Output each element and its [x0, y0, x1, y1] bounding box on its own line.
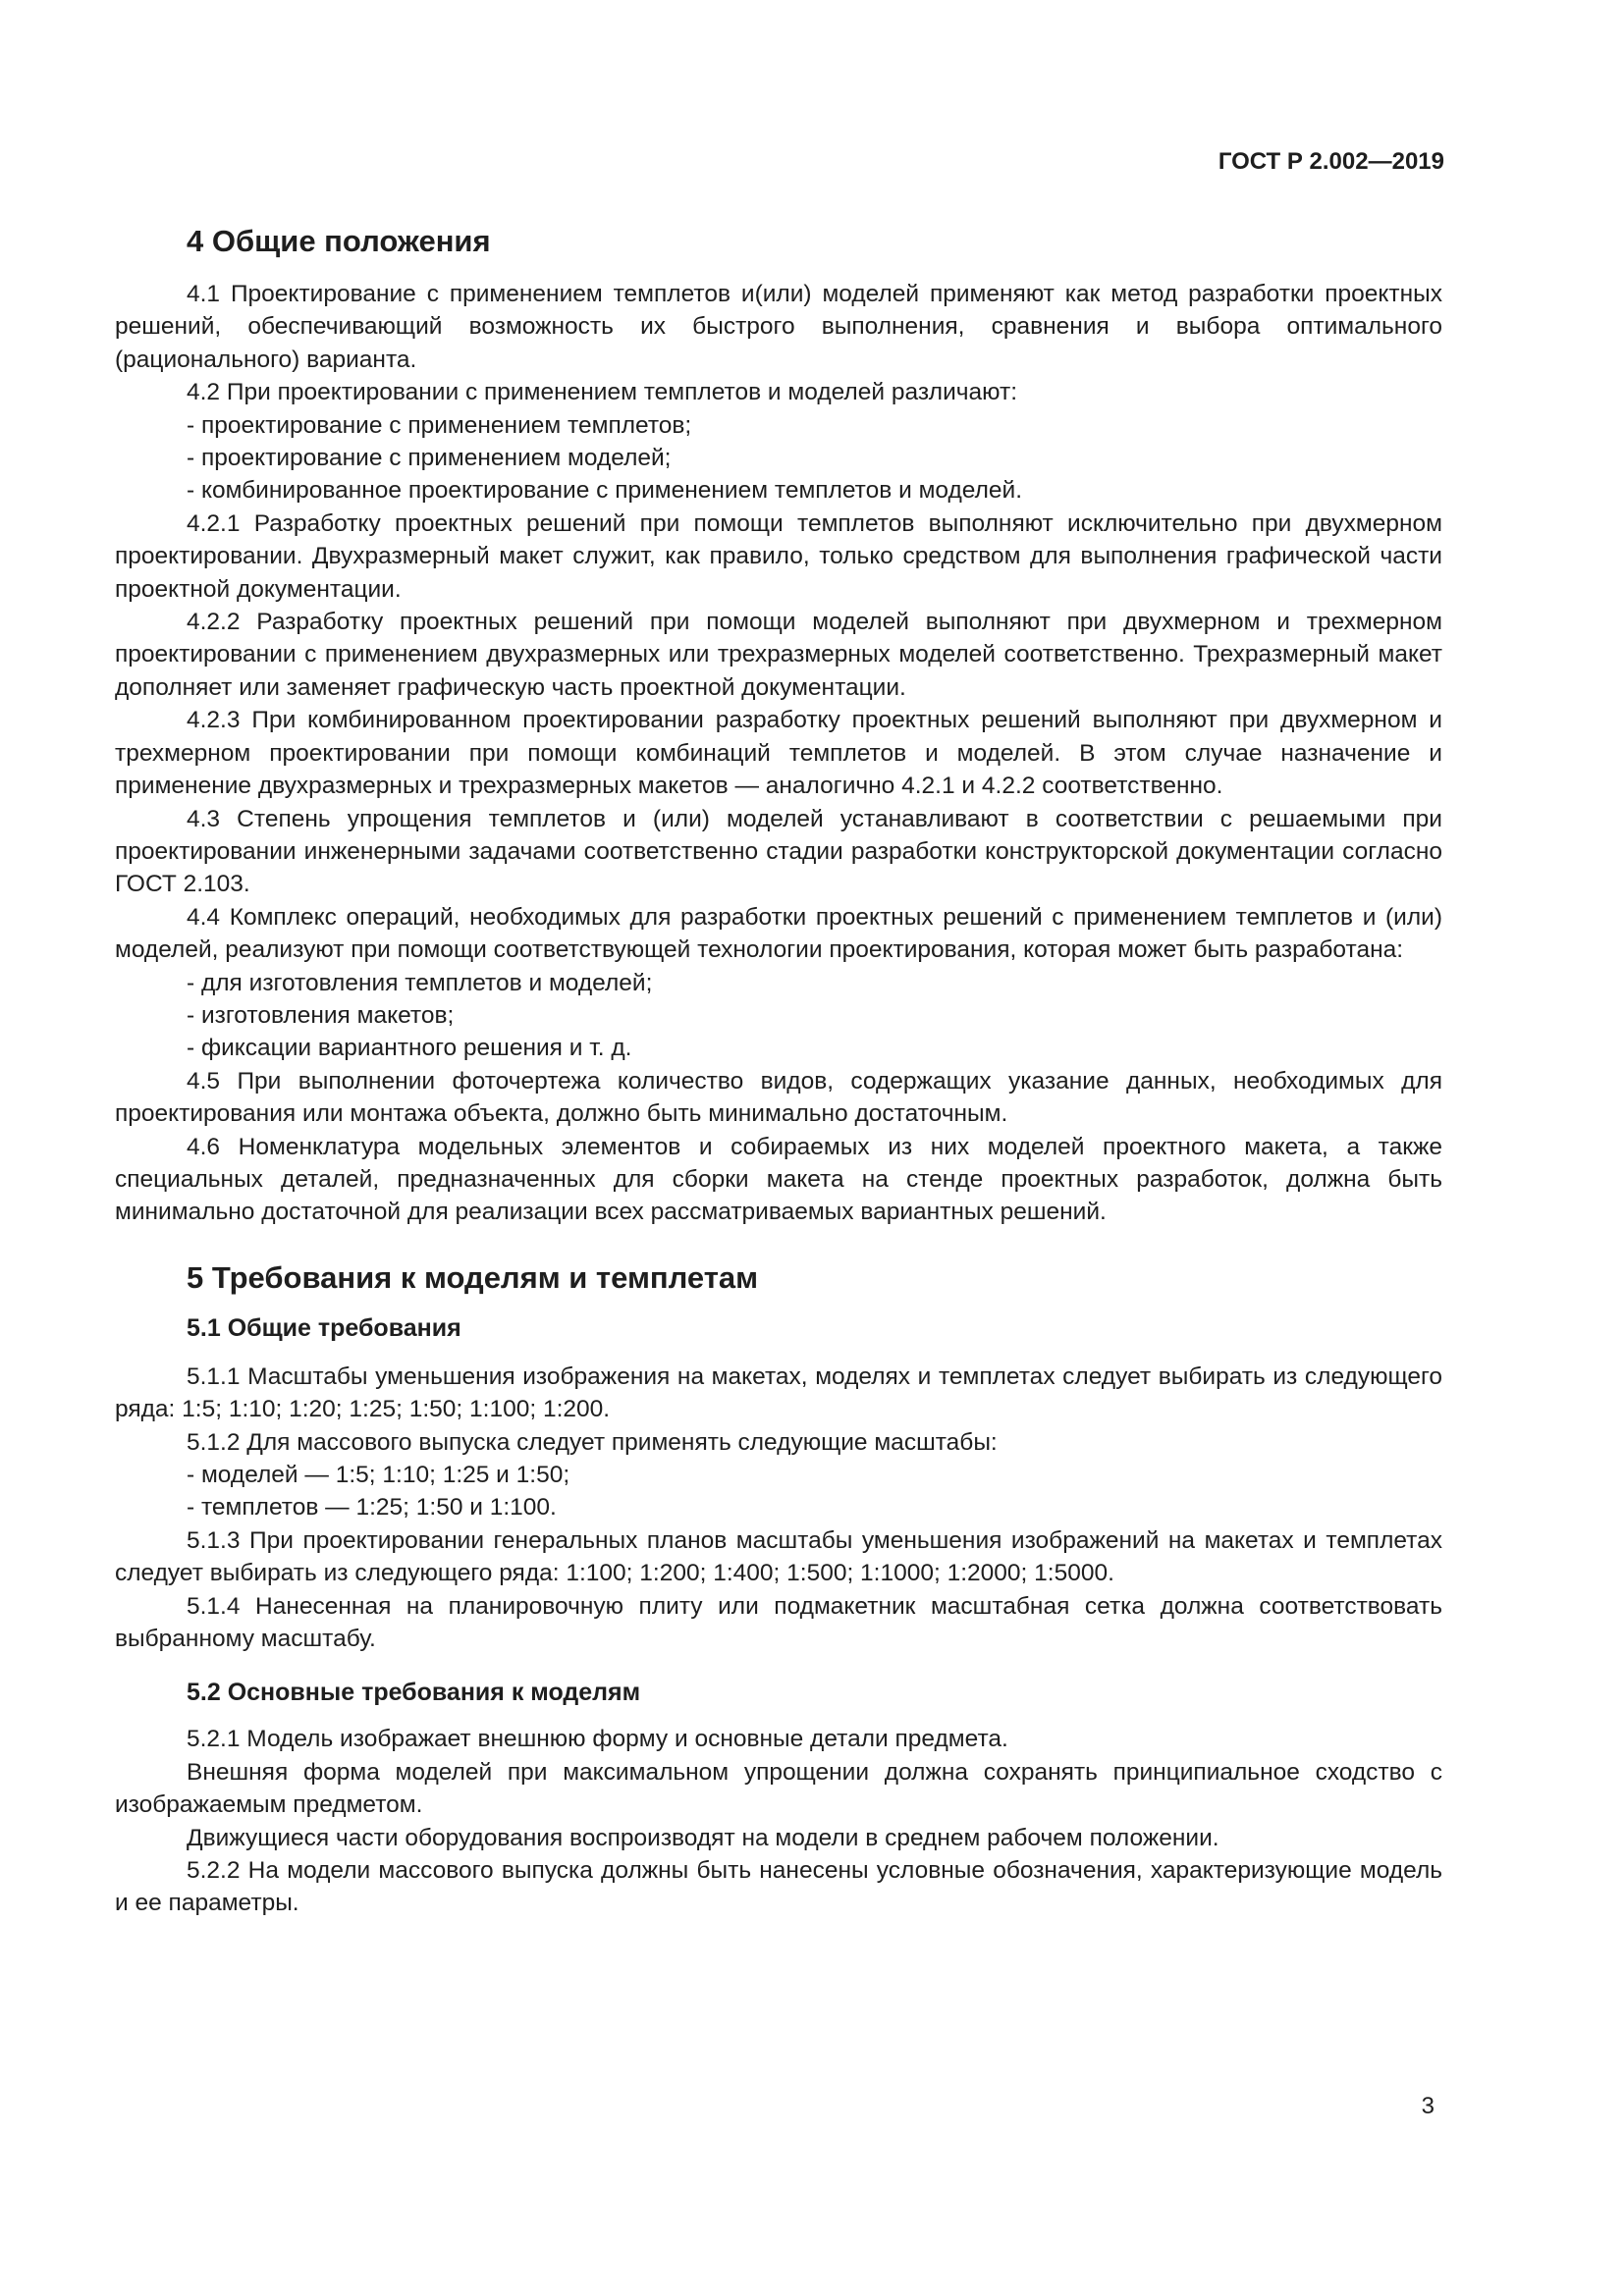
list-item: - комбинированное проектирование с применением темплетов и моделей. [187, 477, 1023, 505]
section-4-heading: 4 Общие положения [187, 224, 491, 258]
paragraph-5-2-2: 5.2.2 На модели массового выпуска должны быть нанесены условные обозначения, характеризующие модель и ее параметры. [115, 1857, 1442, 1917]
section-5-heading: 5 Требования к моделям и темплетам [187, 1259, 759, 1295]
list-item: - для изготовления темплетов и моделей; [187, 969, 653, 996]
paragraph-5-1-4: 5.1.4 Нанесенная на планировочную плиту или подмакетник масштабная сетка должна соответствовать выбранному масштабу. [115, 1592, 1442, 1653]
paragraph-5-2-1-shape: Внешняя форма моделей при максимальном упрощении должна сохранять принципиальное сходство с изображаемым предметом. [115, 1758, 1442, 1819]
paragraph-5-1-2: 5.1.2 Для массового выпуска следует применять следующие масштабы: [187, 1428, 998, 1456]
list-item: - фиксации вариантного решения и т. д. [187, 1035, 632, 1062]
paragraph-5-2-1: 5.2.1 Модель изображает внешнюю форму и основные детали предмета. [187, 1726, 1008, 1753]
paragraph-4-3: 4.3 Степень упрощения темплетов и (или) моделей устанавливают в соответствии с решаемыми при проектировании инженерными задачами соответственно стадии разработки конструкторской документации согласно ГОСТ 2.103. [115, 805, 1442, 898]
paragraph-5-1-1: 5.1.1 Масштабы уменьшения изображения на макетах, моделях и темплетах следует выбирать из следующего ряда: 1:5; 1:10; 1:20; 1:25; 1:50; 1:100; 1:200. [115, 1362, 1442, 1423]
page-content [115, 222, 1442, 1920]
document-code-header: ГОСТ Р 2.002—2019 [1218, 148, 1444, 175]
paragraph-5-1-3: 5.1.3 При проектировании генеральных планов масштабы уменьшения изображений на макетах и темплетах следует выбирать из следующего ряда: 1:100; 1:200; 1:400; 1:500; 1:1000; 1:2000; 1:5000. [115, 1526, 1442, 1587]
subsection-5-2-heading: 5.2 Основные требования к моделям [187, 1679, 641, 1707]
list-item: - моделей — 1:5; 1:10; 1:25 и 1:50; [187, 1462, 570, 1488]
list-item: - темплетов — 1:25; 1:50 и 1:100. [187, 1494, 557, 1522]
paragraph-4-4: 4.4 Комплекс операций, необходимых для разработки проектных решений с применением темплетов и (или) моделей, реализуют при помощи соответствующей технологии проектирования, которая может быть разработана: [115, 903, 1442, 964]
paragraph-4-5: 4.5 При выполнении фоточертежа количество видов, содержащих указание данных, необходимых для проектирования или монтажа объекта, должно быть минимально достаточным. [115, 1067, 1442, 1128]
list-item: - проектирование с применением темплетов; [187, 411, 692, 439]
paragraph-4-2: 4.2 При проектировании с применением темплетов и моделей различают: [187, 379, 1018, 406]
paragraph-4-6: 4.6 Номенклатура модельных элементов и собираемых из них моделей проектного макета, а также специальных деталей, предназначенных для сборки макета на стенде проектных разработок, должна быть минимально достаточной для реализации всех рассматриваемых вариантных решений. [115, 1133, 1442, 1226]
list-item: - проектирование с применением моделей; [187, 445, 672, 472]
page-number: 3 [1421, 2093, 1435, 2119]
paragraph-5-2-1-moving-parts: Движущиеся части оборудования воспроизводят на модели в среднем рабочем положении. [187, 1824, 1219, 1851]
paragraph-4-2-1: 4.2.1 Разработку проектных решений при помощи темплетов выполняют исключительно при двухмерном проектировании. Двухразмерный макет служит, как правило, только средством для выполнения графической части проектной документации. [115, 509, 1442, 603]
subsection-5-1-heading: 5.1 Общие требования [187, 1313, 461, 1342]
list-item: - изготовления макетов; [187, 1001, 455, 1029]
paragraph-4-1: 4.1 Проектирование с применением темплетов и(или) моделей применяют как метод разработки проектных решений, обеспечивающий возможность их быстрого выполнения, сравнения и выбора оптимального (рационального) варианта. [115, 281, 1442, 373]
paragraph-4-2-3: 4.2.3 При комбинированном проектировании разработку проектных решений выполняют при двухмерном и трехмерном проектировании при помощи комбинаций темплетов и моделей. В этом случае назначение и применение двухразмерных и трехразмерных макетов — аналогично 4.2.1 и 4.2.2 соответственно. [115, 707, 1442, 800]
paragraph-4-2-2: 4.2.2 Разработку проектных решений при помощи моделей выполняют при двухмерном и трехмерном проектировании с применением двухразмерных или трехразмерных моделей соответственно. Трехразмерный макет дополняет или заменяет графическую часть проектной документации. [115, 609, 1442, 701]
